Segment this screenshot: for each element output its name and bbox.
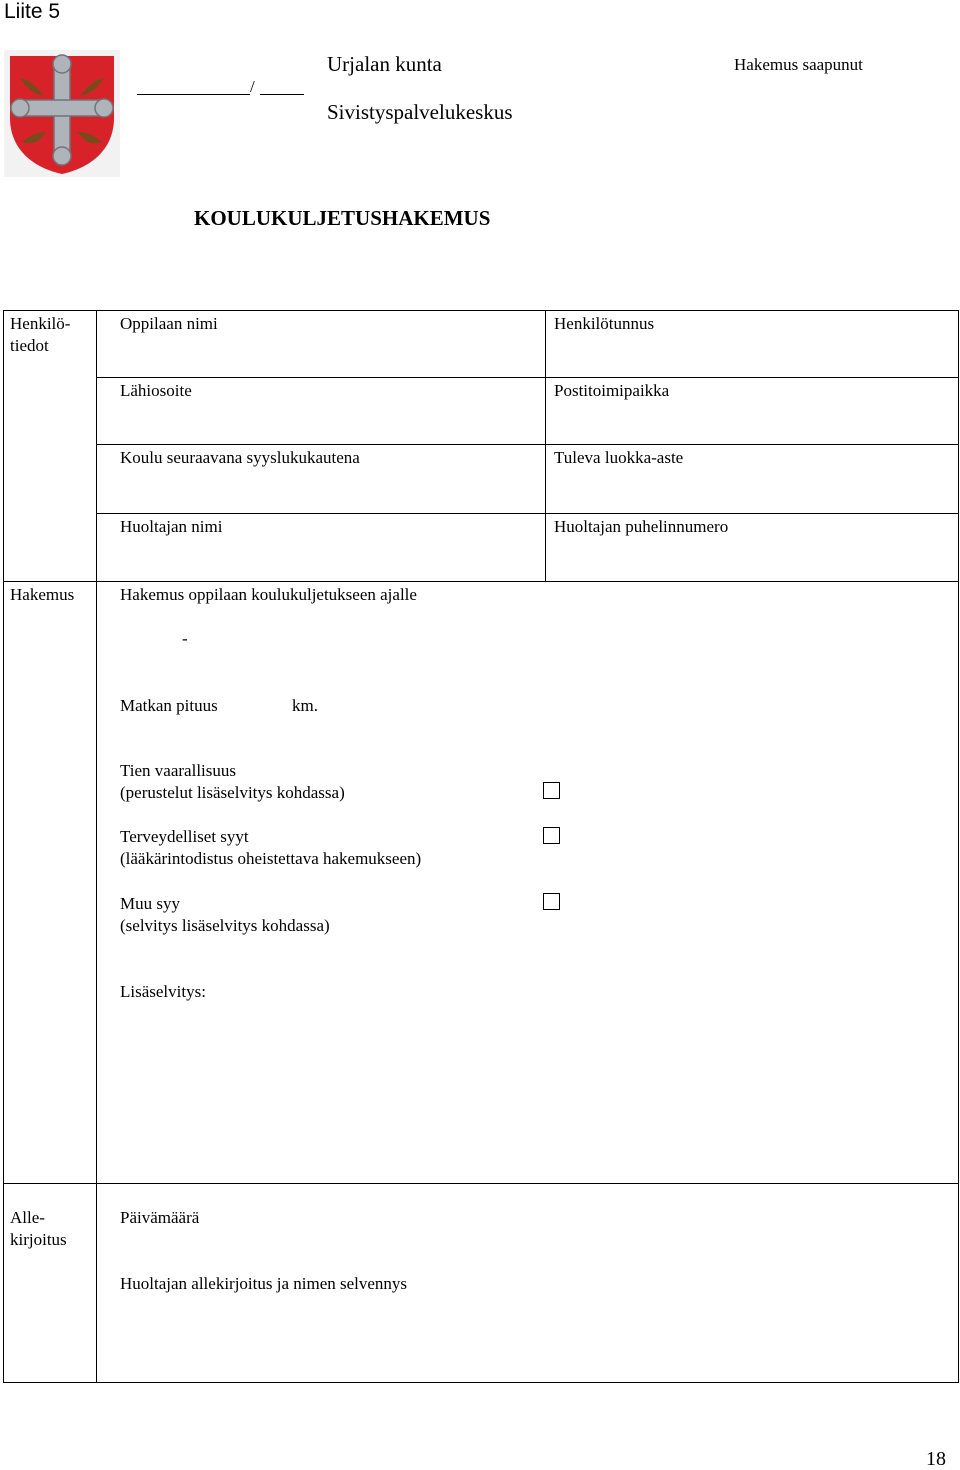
date-field[interactable]: Päivämäärä — [120, 1208, 200, 1227]
street-address-field[interactable]: Lähiosoite — [120, 381, 192, 400]
additional-info-field[interactable]: Lisäselvitys: — [120, 982, 206, 1001]
period-dash: - — [182, 629, 188, 648]
postal-field[interactable]: Postitoimipaikka — [554, 381, 670, 400]
grade-field[interactable]: Tuleva luokka-aste — [554, 448, 684, 467]
page-title: KOULUKULJETUSHAKEMUS — [194, 206, 491, 230]
next-school-field[interactable]: Koulu seuraavana syyslukukautena — [120, 448, 360, 467]
reason-road-danger: Tien vaarallisuus (perustelut lisäselvitys kohdassa) — [120, 761, 345, 802]
road-danger-checkbox[interactable] — [543, 782, 560, 799]
distance-unit: km. — [292, 696, 318, 715]
health-reason-checkbox[interactable] — [543, 827, 560, 844]
municipality-name: Urjalan kunta — [327, 52, 442, 76]
transport-period-field[interactable]: Hakemus oppilaan koulukuljetukseen ajalle — [120, 585, 417, 604]
personal-info-label: Henkilö- tiedot — [10, 314, 71, 355]
received-label: Hakemus saapunut — [734, 55, 863, 74]
guardian-signature-field[interactable]: Huoltajan allekirjoitus ja nimen selvennys — [120, 1274, 408, 1293]
guardian-name-field[interactable]: Huoltajan nimi — [120, 517, 223, 536]
guardian-phone-field[interactable]: Huoltajan puhelinnumero — [554, 517, 729, 536]
reason-health: Terveydelliset syyt (lääkärintodistus oheistettava hakemukseen) — [120, 827, 422, 868]
application-label: Hakemus — [10, 585, 75, 604]
urjala-coat-of-arms-icon — [4, 50, 120, 177]
student-name-field[interactable]: Oppilaan nimi — [120, 314, 218, 333]
department-name: Sivistyspalvelukeskus — [327, 100, 513, 124]
other-reason-checkbox[interactable] — [543, 893, 560, 910]
distance-label: Matkan pituus — [120, 696, 218, 715]
personal-id-field[interactable]: Henkilötunnus — [554, 314, 655, 333]
page-number: 18 — [926, 1448, 946, 1470]
signature-label: Alle- kirjoitus — [10, 1208, 67, 1249]
attachment-label: Liite 5 — [4, 0, 61, 23]
date-separator: / — [250, 77, 255, 96]
reason-other: Muu syy (selvitys lisäselvitys kohdassa) — [120, 894, 330, 935]
